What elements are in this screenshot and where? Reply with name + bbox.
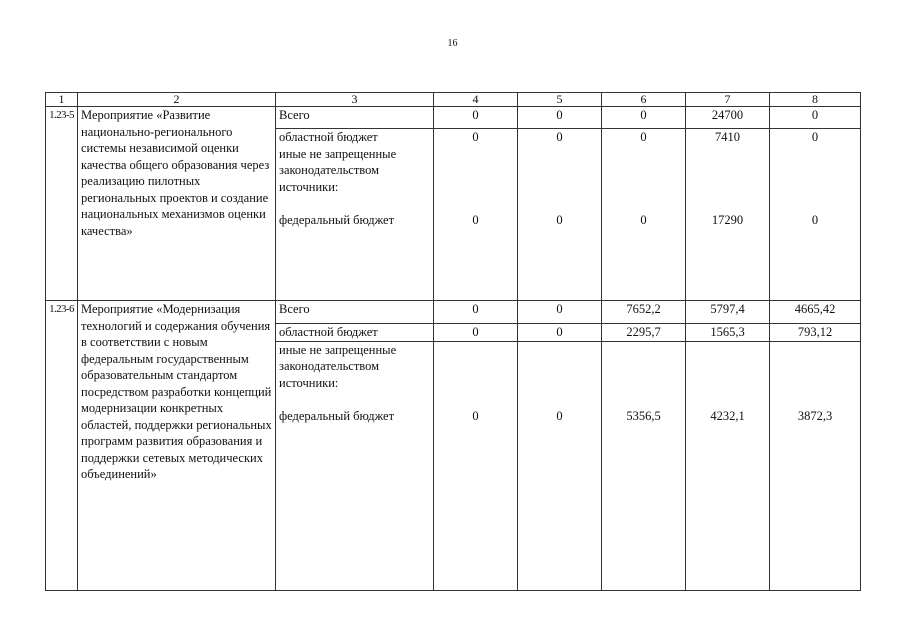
column-header: 4 (434, 93, 518, 107)
value-cell: 1565,3 (686, 324, 770, 342)
value-cell: 2295,7 (602, 324, 686, 342)
value-cell: 4232,1 (686, 341, 770, 590)
value-cell: 7652,2 (602, 301, 686, 324)
value-cell: 0 (518, 324, 602, 342)
column-header: 8 (770, 93, 861, 107)
value-cell: 7410 17290 (686, 129, 770, 301)
value-cell: 0 (518, 301, 602, 324)
page-number: 16 (447, 38, 458, 49)
column-header: 2 (78, 93, 276, 107)
column-header: 1 (46, 93, 78, 107)
source-label: Всего (276, 301, 434, 324)
table-row (46, 107, 861, 129)
activity-name: Мероприятие «Модернизация технологий и содержания обучения в соответствии с новым федеральным государственным образовательным стандартом посредством разработки концепций модернизации конкретных областей, поддержки региональных программ развития образования и поддержки сетевых методических объединений» (78, 301, 276, 591)
source-label: областной бюджет (279, 130, 378, 144)
activity-name: Мероприятие «Развитие национально-регионального системы независимой оценки качества общего образования через реализацию пилотных региональных проектов и создание национальных механизмов оценки качества» (78, 107, 276, 301)
value-cell: 793,12 (770, 324, 861, 342)
value-cell: 0 (434, 107, 518, 129)
value-cell: 0 (602, 107, 686, 129)
source-label: федеральный бюджет (279, 408, 395, 423)
column-header: 6 (602, 93, 686, 107)
value-cell: 0 0 (770, 129, 861, 301)
value-cell: 0 0 (434, 129, 518, 301)
source-label: Всего (276, 107, 434, 129)
column-header: 3 (276, 93, 434, 107)
source-cell (276, 341, 434, 590)
value-cell: 3872,3 (770, 341, 861, 590)
other-sources-label: иные не запрещенные законодательством источники: (279, 342, 397, 390)
source-cell (276, 129, 434, 301)
value-cell: 0 0 (518, 129, 602, 301)
value-cell: 0 (434, 301, 518, 324)
value-cell: 0 (770, 107, 861, 129)
budget-table (45, 92, 861, 591)
row-code: 1.23-6 (46, 301, 78, 591)
value-cell: 0 (434, 341, 518, 590)
header-row (46, 93, 861, 107)
value-cell: 4665,42 (770, 301, 861, 324)
value-cell: 24700 (686, 107, 770, 129)
source-label: федеральный бюджет (279, 212, 395, 227)
column-header: 5 (518, 93, 602, 107)
other-sources-label: иные не запрещенные законодательством источники: (279, 146, 397, 194)
value-cell: 0 0 (602, 129, 686, 301)
value-cell: 0 (518, 341, 602, 590)
source-label: областной бюджет (276, 324, 434, 342)
value-cell: 5356,5 (602, 341, 686, 590)
column-header: 7 (686, 93, 770, 107)
value-cell: 0 (518, 107, 602, 129)
value-cell: 5797,4 (686, 301, 770, 324)
value-cell: 0 (434, 324, 518, 342)
table-row (46, 301, 861, 324)
row-code: 1.23-5 (46, 107, 78, 301)
